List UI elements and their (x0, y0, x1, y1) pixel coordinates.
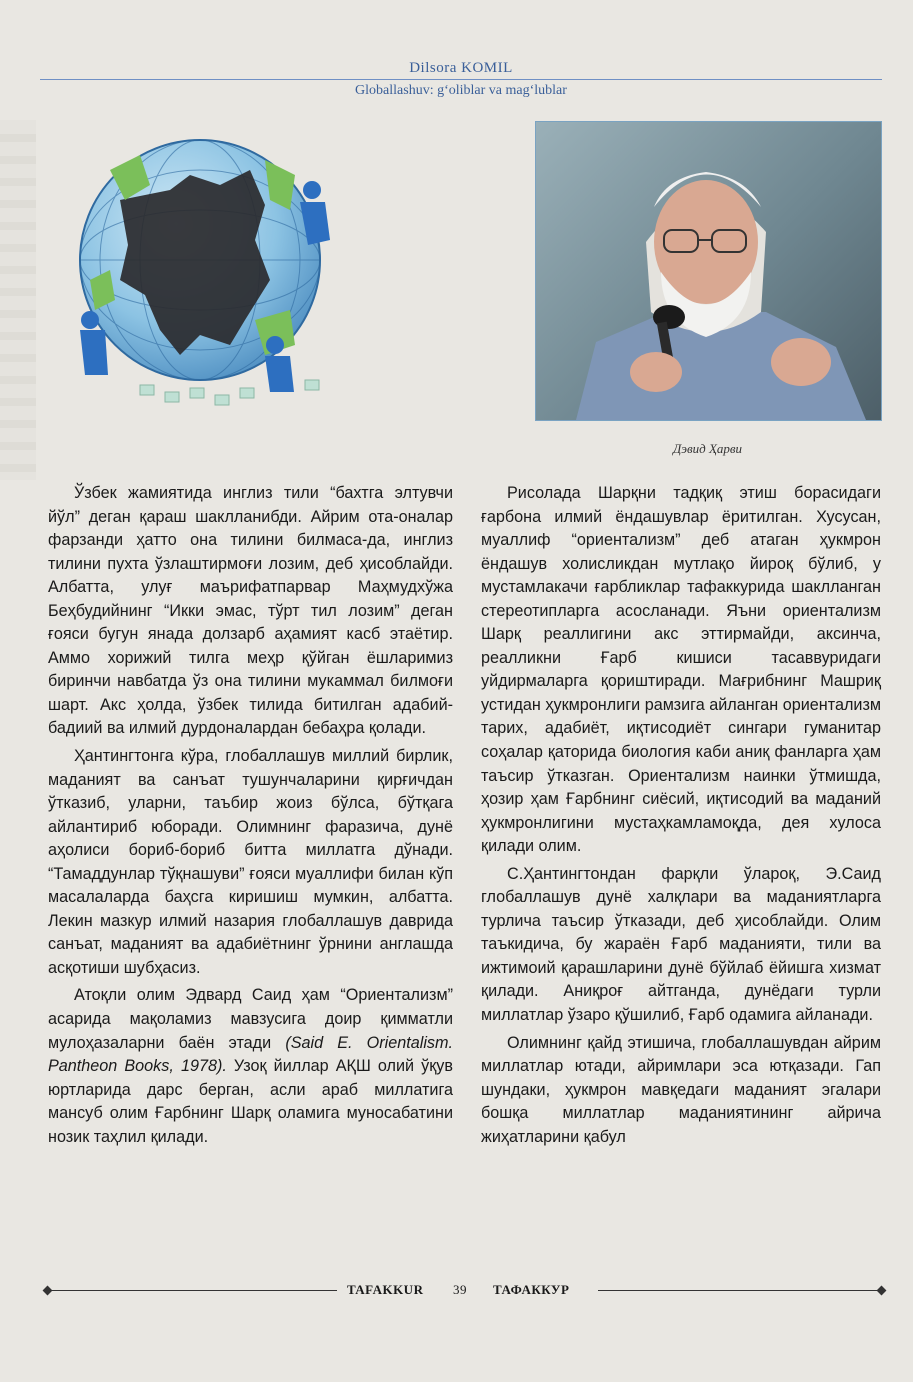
citation: (Said E. Orientalism. Pantheon Books, 1978). (48, 1033, 453, 1076)
paragraph-text: Атоқли олим Эдвард Саид ҳам “Ориентализм” асарида мақоламиз мавзусига доир қимматли мулоҳазаларни баён этади (48, 986, 453, 1052)
portrait-photo (535, 121, 882, 421)
header-author: Dilsora KOMIL (409, 60, 513, 76)
footer-rule (50, 1290, 337, 1291)
globe-puzzle-illustration (50, 130, 350, 410)
paragraph: С.Ҳантингтондан фарқли ўлароқ, Э.Саид глобаллашув дунё халқлари ва маданиятларга турлича таъсир ўтказади, деб ҳисоблайди. Олим таъкидича, бу жараён Ғарб маданияти, тили ва ижтимоий қарашларини дунё бўйлаб ёйишга хизмат қилади. Аниқроғ айтганда, дунёдаги турли миллатлар ўзаро қўшилиб, Ғарб одамига айланади. (481, 864, 881, 1025)
bleed-through-text (0, 120, 36, 480)
running-header (40, 60, 882, 99)
paragraph: Рисолада Шарқни тадқиқ этиш борасидаги ғарбона илмий ёндашувлар ёритилган. Хусусан, муаллиф “ориентализм” деб атаган ҳукмрон ёндашув холисликдан мутлақо йироқ бўлиб, у мустамлакачи ғарбликлар тафаккурида шаклланган стереотипларга асосланади. Яъни ориентализм Шарқ реаллигини акс эттирмайди, аксинча, реалликни Ғарб кишиси тасаввуридаги уйдирмаларга қориштиради. Мағрибнинг Машриқ устидан ҳукмронлиги рамзига айланган ориентализм тарих, адабиёт, иқтисодиёт сингари гуманитар соҳалар қаторида биология каби аниқ фанларга ҳам таъсир ўтказган. Ориентализм наинки ўтмишда, ҳозир ҳам Ғарбнинг сиёсий, иқтисодий ва маданий ҳукмронлигини мустаҳкамламоқда, дея хулоса қилади олим. (481, 484, 881, 856)
journal-name-cyrillic: ТАФАККУР (493, 1282, 570, 1297)
paragraph-text: Узоқ йиллар АҚШ олий ўқув юртларида дарс берган, асли араб миллатига мансуб олим Ғарбнинг Шарқ оламига муносабатини нозик таҳлил қилади. (48, 1057, 453, 1146)
page-footer (40, 1280, 882, 1300)
header-rule (40, 79, 882, 80)
journal-name-latin: TAFAKKUR (347, 1282, 424, 1297)
page-number: 39 (453, 1282, 467, 1297)
portrait-figure (536, 122, 881, 420)
left-column (48, 482, 453, 1153)
header-subtitle: Globallashuv: g‘oliblar va mag‘lublar (355, 83, 567, 98)
footer-ornament (877, 1286, 887, 1296)
right-column (481, 482, 881, 1153)
paragraph (48, 984, 453, 1149)
paragraph: Ҳантингтонга кўра, глобаллашув миллий бирлик, маданият ва санъат тушунчаларини қирғичдан ўтказиб, уларни, таъбир жоиз бўлса, бўтқага айлантириб юборади. Олимнинг фаразича, дунё аҳолиси бориб-бориб битта миллатга дўнади. “Тамаддунлар тўқнашуви” ғояси муаллифи билан кўп масалаларда баҳсга киришиш мумкин, албатта. Лекин мазкур илмий назария глобаллашув даврида санъат, маданият ва адабиётнинг ўрнини англашда асқотиши шубҳасиз. (48, 747, 453, 977)
paragraph: Олимнинг қайд этишича, глобаллашувдан айрим миллатлар ютади, айримлари эса ютқазади. Гап шундаки, ҳукмрон мавқедаги маданият эгалари бошқа миллатлар маданиятининг айрича жиҳатларини қабул (481, 1033, 881, 1146)
paragraph: Ўзбек жамиятида инглиз тили “бахтга элтувчи йўл” деган қараш шаклланибди. Айрим ота-оналар фарзанди ҳатто она тилини билмаса-да, инглиз тилини пухта ўзлаштирмоғи лозим, деб ҳисоблайди. Албатта, улуғ маърифатпарвар Маҳмудхўжа Беҳбудийнинг “Икки эмас, тўрт тил лозим” деган ғояси бугун янада долзарб аҳамият касб этаётир. Аммо хорижий тилга меҳр қўйган ёшларимиз биринчи навбатда ўз она тилини мукаммал билмоғи шарт. Акс ҳолда, ўзбек тилида битилган адабий-бадиий ва илмий дурдоналардан бебаҳра қолади. (48, 484, 453, 738)
footer-rule (598, 1290, 883, 1291)
photo-caption: Дэвид Ҳарви (672, 441, 743, 456)
